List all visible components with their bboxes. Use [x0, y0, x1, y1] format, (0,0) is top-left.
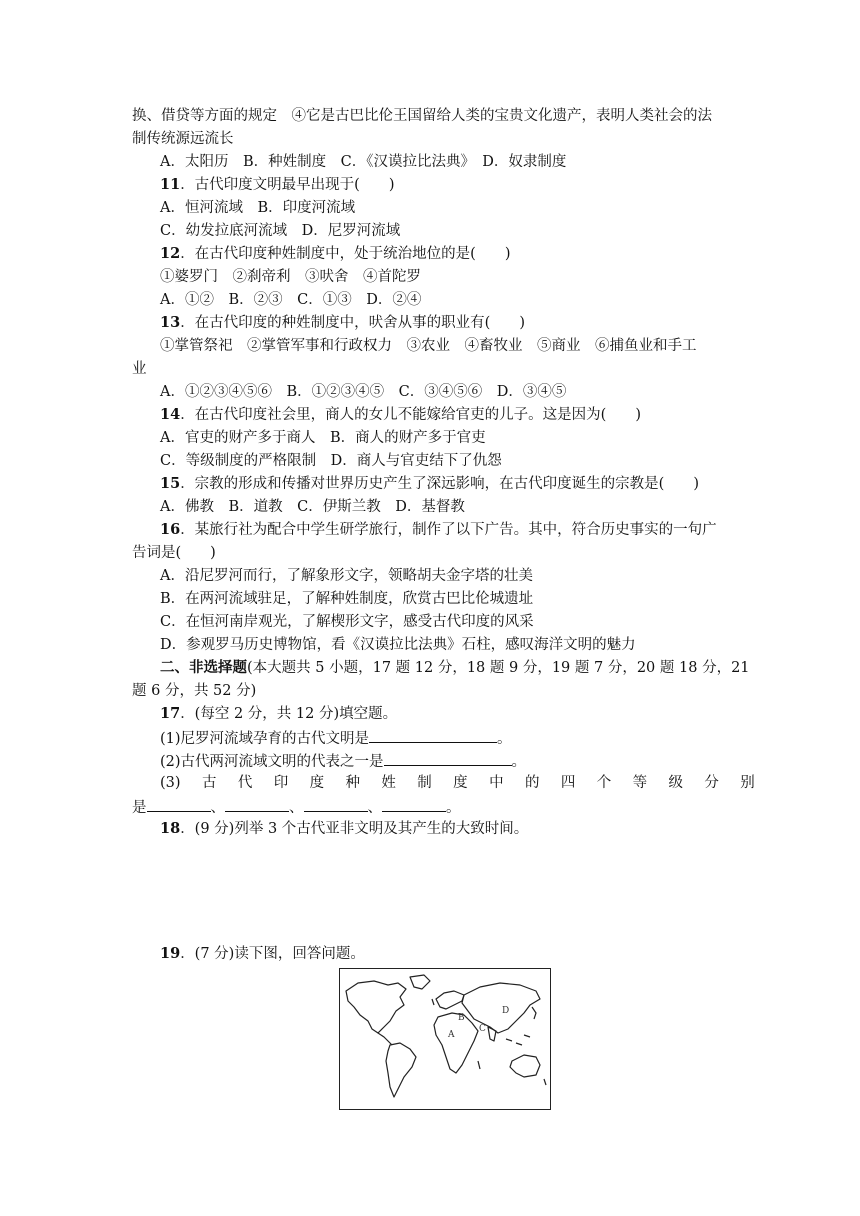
q15-options: A．佛教 B．道教 C．伊斯兰教 D．基督教: [160, 499, 465, 515]
q17-3-char: 中: [489, 775, 504, 791]
q17-2-end: 。: [511, 754, 527, 770]
question-18: [160, 820, 528, 838]
world-map-icon: [340, 969, 552, 1111]
question-number: 18: [160, 820, 181, 837]
q17-3-char: (3): [160, 775, 181, 791]
q17-1-text: (1)尼罗河流域孕育的古代文明是: [160, 731, 370, 747]
q17-3-char: 级: [668, 775, 684, 791]
q16-option-d: D．参观罗马历史博物馆，看《汉谟拉比法典》石柱，感叹海洋文明的魅力: [160, 637, 636, 653]
q17-part-2: [160, 751, 526, 771]
question-17: [160, 705, 397, 723]
question-number: 14: [160, 406, 181, 423]
q17-1-end: 。: [497, 731, 512, 747]
q14-options-cd: C．等级制度的严格限制 D．商人与官吏结下了仇怨: [160, 453, 502, 469]
answer-blank[interactable]: [304, 797, 368, 812]
q12-items: ①婆罗门 ②刹帝利 ③吠舍 ④首陀罗: [160, 269, 421, 285]
q16-option-b: B．在两河流域驻足，了解种姓制度，欣赏古巴比伦城遗址: [160, 591, 534, 607]
question-stem: ．在古代印度的种姓制度中，吠舍从事的职业有( ): [180, 315, 525, 331]
q14-options-ab: A．官吏的财产多于商人 B．商人的财产多于官吏: [160, 430, 486, 446]
q17-3-char: 别: [740, 775, 755, 791]
q17-3-char: 等: [632, 775, 648, 791]
q17-3-char: 种: [345, 775, 360, 791]
q17-3-char: 个: [596, 775, 612, 791]
q17-3-char: 度: [309, 775, 325, 791]
question-16: [160, 521, 717, 539]
section-title: 二、非选择题: [160, 659, 247, 676]
q13-options: A．①②③④⑤⑥ B．①②③④⑤ C．③④⑤⑥ D．③④⑤: [160, 384, 567, 400]
q17-part-1: [160, 728, 512, 748]
separator: 、: [210, 800, 225, 816]
separator: 、: [289, 800, 304, 816]
q17-part-3-cont: [132, 797, 461, 817]
q17-3-char: 分: [704, 775, 719, 791]
q13-items: ①掌管祭祀 ②掌管军事和行政权力 ③农业 ④畜牧业 ⑤商业 ⑥捕鱼业和手工: [160, 338, 697, 354]
text-line: 换、借贷等方面的规定 ④它是古巴比伦王国留给人类的宝贵文化遗产，表明人类社会的法: [132, 108, 712, 124]
question-number: 13: [160, 314, 181, 331]
question-15: [160, 475, 699, 493]
question-13: [160, 314, 525, 332]
q17-3-char: 印: [273, 775, 289, 791]
q17-3-char: 姓: [381, 775, 396, 791]
answer-blank[interactable]: [225, 797, 289, 812]
question-16-cont: 告词是( ): [132, 545, 216, 561]
q17-2-text: (2)古代两河流域文明的代表之一是: [160, 754, 384, 770]
q17-3-char: 制: [417, 775, 432, 791]
q16-option-c: C．在恒河南岸观光，了解楔形文字，感受古代印度的风采: [160, 614, 534, 630]
question-number: 15: [160, 475, 181, 492]
q17-3-prefix: 是: [132, 800, 147, 816]
question-number: 12: [160, 245, 181, 262]
q17-3-char: 的: [524, 775, 540, 791]
question-stem: ．宗教的形成和传播对世界历史产生了深远影响，在古代印度诞生的宗教是( ): [180, 476, 699, 492]
question-number: 17: [160, 705, 181, 722]
q17-part-3: [160, 774, 755, 792]
answer-blank[interactable]: [384, 751, 512, 766]
q17-3-char: 古: [201, 775, 217, 791]
answer-blank[interactable]: [369, 728, 497, 743]
question-19: [160, 945, 365, 963]
map-label-d: D: [502, 1006, 510, 1016]
map-label-c: C: [479, 1024, 486, 1034]
section-2-heading: [160, 659, 750, 677]
q13-items-cont: 业: [132, 361, 147, 377]
map-label-b: B: [458, 1013, 465, 1023]
q10-options: A．太阳历 B．种姓制度 C．《汉谟拉比法典》 D．奴隶制度: [160, 154, 567, 170]
question-12: [160, 245, 511, 263]
section-description-cont: 题 6 分，共 52 分): [132, 683, 257, 699]
question-stem: ．古代印度文明最早出现于( ): [180, 177, 395, 193]
q17-3-end: 。: [446, 800, 461, 816]
question-stem: ．在古代印度种姓制度中，处于统治地位的是( ): [180, 246, 511, 262]
question-stem: ．某旅行社为配合中学生研学旅行，制作了以下广告。其中，符合历史事实的一句广: [180, 522, 717, 538]
answer-blank[interactable]: [147, 797, 211, 812]
q11-options-ab: A．恒河流域 B．印度河流域: [160, 200, 356, 216]
question-number: 19: [160, 945, 181, 962]
separator: 、: [367, 800, 382, 816]
q16-option-a: A．沿尼罗河而行，了解象形文字，领略胡夫金字塔的壮美: [160, 568, 533, 584]
answer-blank[interactable]: [382, 797, 446, 812]
question-number: 16: [160, 521, 181, 538]
question-stem: ．(7 分)读下图，回答问题。: [180, 946, 365, 962]
q17-3-char: 代: [237, 775, 253, 791]
question-14: [160, 406, 641, 424]
world-map-figure: [339, 968, 551, 1110]
question-stem: ．在古代印度社会里，商人的女儿不能嫁给官吏的儿子。这是因为( ): [180, 407, 641, 423]
q12-options: A．①② B．②③ C．①③ D．②④: [160, 292, 422, 308]
text-line: 制传统源远流长: [132, 131, 234, 147]
question-11: [160, 176, 395, 194]
q17-3-char: 四: [560, 775, 576, 791]
map-label-a: A: [448, 1030, 455, 1040]
section-description: (本大题共 5 小题，17 题 12 分，18 题 9 分，19 题 7 分，20 题 18 分，21: [247, 660, 750, 676]
question-stem: ．(每空 2 分，共 12 分)填空题。: [180, 706, 398, 722]
q17-3-char: 度: [453, 775, 468, 791]
q17-3-text: [160, 774, 755, 792]
question-number: 11: [160, 176, 181, 193]
q11-options-cd: C．幼发拉底河流域 D．尼罗河流域: [160, 223, 401, 239]
question-stem: ．(9 分)列举 3 个古代亚非文明及其产生的大致时间。: [180, 821, 529, 837]
